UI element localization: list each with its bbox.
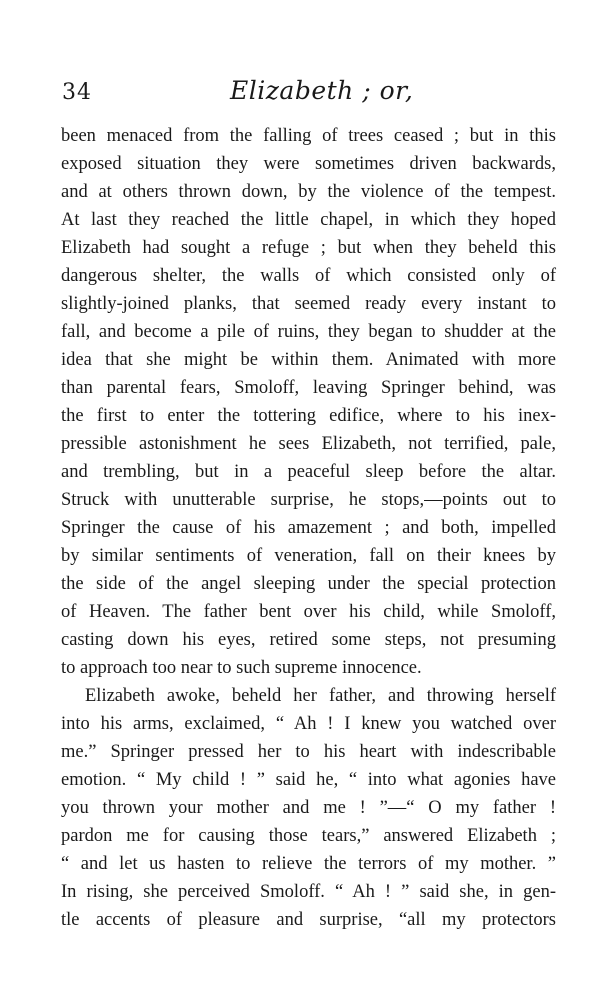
text-line: pardon me for causing those tears,” answered Elizabeth ;: [61, 826, 556, 846]
text-line: and at others thrown down, by the violence of the tempest.: [61, 182, 556, 202]
page-number: 34: [62, 80, 92, 105]
text-line: dangerous shelter, the walls of which consisted only of: [61, 266, 556, 286]
text-line: Struck with unutterable surprise, he stops,—points out to: [61, 490, 556, 510]
text-line: Springer the cause of his amazement ; and both, impelled: [61, 518, 556, 538]
text-line: to approach too near to such supreme innocence.: [61, 658, 422, 678]
text-line: the first to enter the tottering edifice, where to his inex-: [61, 406, 556, 426]
text-line: me.” Springer pressed her to his heart with indescribable: [61, 742, 556, 762]
text-line: by similar sentiments of veneration, fall on their knees by: [61, 546, 556, 566]
text-line: tle accents of pleasure and surprise, “all my protectors: [61, 910, 556, 930]
body-text: [61, 122, 556, 934]
text-line: emotion. “ My child ! ” said he, “ into what agonies have: [61, 770, 556, 790]
text-line: been menaced from the falling of trees ceased ; but in this: [61, 126, 556, 146]
text-line: Elizabeth awoke, beheld her father, and throwing herself: [85, 686, 556, 706]
text-line: exposed situation they were sometimes driven backwards,: [61, 154, 556, 174]
running-head: [62, 76, 556, 116]
text-line: slightly-joined planks, that seemed ready every instant to: [61, 294, 556, 314]
text-line: into his arms, exclaimed, “ Ah ! I knew you watched over: [61, 714, 556, 734]
text-line: pressible astonishment he sees Elizabeth, not terrified, pale,: [61, 434, 556, 454]
text-line: casting down his eyes, retired some steps, not presuming: [61, 630, 556, 650]
text-line: than parental fears, Smoloff, leaving Springer behind, was: [61, 378, 556, 398]
text-line: At last they reached the little chapel, in which they hoped: [61, 210, 556, 230]
paragraph-2: [61, 682, 556, 934]
paragraph-1: [61, 122, 556, 682]
text-line: fall, and become a pile of ruins, they began to shudder at the: [61, 322, 556, 342]
text-line: “ and let us hasten to relieve the terrors of my mother. ”: [61, 854, 556, 874]
text-line: of Heaven. The father bent over his child, while Smoloff,: [61, 602, 556, 622]
text-line: Elizabeth had sought a refuge ; but when they beheld this: [61, 238, 556, 258]
text-line: and trembling, but in a peaceful sleep before the altar.: [61, 462, 556, 482]
text-line: the side of the angel sleeping under the special protection: [61, 574, 556, 594]
text-line: In rising, she perceived Smoloff. “ Ah ! ” said she, in gen-: [61, 882, 556, 902]
text-line: idea that she might be within them. Animated with more: [61, 350, 556, 370]
text-line: you thrown your mother and me ! ”—“ O my father !: [61, 798, 556, 818]
running-title: Elizabeth ; or,: [230, 76, 414, 105]
